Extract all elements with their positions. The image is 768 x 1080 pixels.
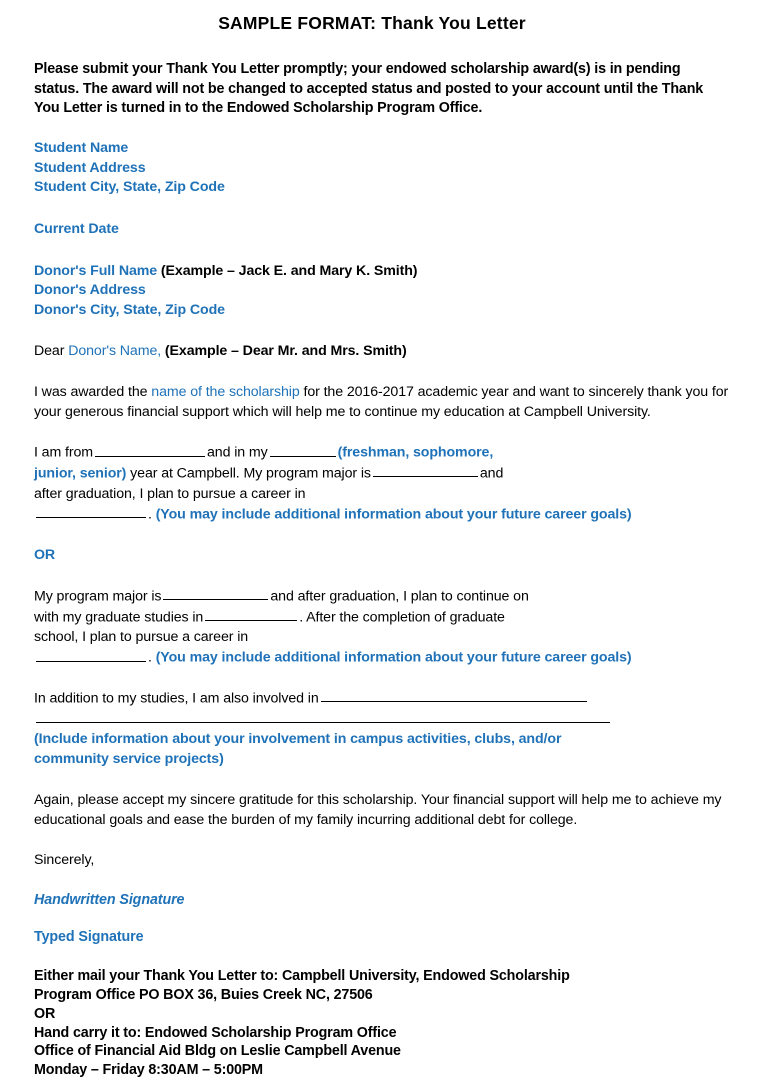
intro-paragraph: Please submit your Thank You Letter promptly; your endowed scholarship award(s) is in pending status. The award will not be changed to accepted status and posted to your account until the Thank You Letter is turned in to the Endowed Scholarship Program Office. [34,61,704,117]
footer-line-3: OR [34,1005,56,1022]
handwritten-signature-placeholder: Handwritten Signature [34,892,185,909]
involvement-blank-1[interactable] [321,688,587,702]
graduate-l4-period: . [148,649,152,666]
graduate-studies-blank[interactable] [205,607,297,621]
graduate-line-4 [34,647,734,668]
student-address: Student Address [34,159,146,176]
undergrad-line-3: after graduation, I plan to pursue a career in [34,485,306,502]
involvement-line-1 [34,688,734,709]
graduate-line-3: school, I plan to pursue a career in [34,629,249,646]
footer-line-6: Monday – Friday 8:30AM – 5:00PM [34,1062,263,1079]
award-part2: for the 2016-2017 academic year and want to sincerely thank you for your generous financial support which will help me to continue my education at Campbell University. [34,383,729,421]
graduate-line-2 [34,607,734,628]
involvement-l1-text: In addition to my studies, I am also involved in [34,690,319,707]
donor-full-name-example: (Example – Jack E. and Mary K. Smith) [160,262,418,279]
donor-full-name-line [34,262,734,282]
involvement-note-line-1: (Include information about your involvement in campus activities, clubs, and/or [34,731,562,748]
graduate-major-blank[interactable] [163,586,268,600]
typed-signature-placeholder: Typed Signature [34,929,144,946]
involvement-line-2 [34,709,734,730]
or-divider [34,546,734,566]
scholarship-name-placeholder: name of the scholarship [151,383,300,400]
salutation-example: (Example – Dear Mr. and Mrs. Smith) [164,343,407,360]
graduate-paragraph [34,586,734,668]
footer-line-1: Either mail your Thank You Letter to: Campbell University, Endowed Scholarship [34,968,570,985]
student-address-block [34,139,734,198]
undergrad-line-1 [34,442,734,463]
or-label: OR [34,547,56,564]
salutation-donor-name: Donor's Name, [68,343,162,360]
undergrad-l1-part2: and in my [207,444,268,461]
donor-city-state-zip: Donor's City, State, Zip Code [34,301,225,318]
current-date: Current Date [34,220,119,237]
footer-line-5: Office of Financial Aid Bldg on Leslie Campbell Avenue [34,1043,401,1060]
graduate-career-note: (You may include additional information about your future career goals) [155,649,632,666]
closing-paragraph: Again, please accept my sincere gratitude for this scholarship. Your financial support will help me to achieve my educational goals and ease the burden of my family incurring additional debt for college. [34,791,722,828]
undergrad-l2-blue: junior, senior) [34,465,127,482]
graduate-career-blank[interactable] [36,647,146,661]
salutation-dear: Dear [34,343,65,360]
student-city-state-zip: Student City, State, Zip Code [34,179,225,196]
student-name: Student Name [34,140,129,157]
date-block [34,220,734,240]
undergrad-paragraph [34,442,734,524]
submission-instructions [34,967,734,1080]
sincerely-line: Sincerely, [34,851,95,868]
undergrad-line-2 [34,463,734,484]
hometown-blank[interactable] [95,442,205,456]
involvement-paragraph [34,688,734,770]
involvement-blank-2[interactable] [36,709,610,723]
award-part1: I was awarded the [34,383,148,400]
donor-full-name: Donor's Full Name [34,262,158,279]
graduate-line-1 [34,586,734,607]
class-year-blank[interactable] [270,442,336,456]
salutation-line [34,342,734,362]
involvement-note-line-2: community service projects) [34,751,224,768]
graduate-l1-part1: My program major is [34,588,162,605]
undergrad-l1-blue: (freshman, sophomore, [337,444,494,461]
undergrad-line-4 [34,504,734,525]
undergrad-career-note: (You may include additional information about your future career goals) [155,506,632,523]
donor-address-block [34,262,734,321]
graduate-l2-part2: . After the completion of graduate [299,609,505,626]
page-title: SAMPLE FORMAT: Thank You Letter [218,13,526,33]
award-paragraph [34,382,734,422]
undergrad-l2-part2: and [479,465,504,482]
graduate-l1-part2: and after graduation, I plan to continue on [270,588,529,605]
donor-address: Donor's Address [34,282,146,299]
graduate-l2-part1: with my graduate studies in [34,609,204,626]
undergrad-l4-period: . [148,506,152,523]
undergrad-l2-part1: year at Campbell. My program major is [130,465,371,482]
footer-line-4: Hand carry it to: Endowed Scholarship Program Office [34,1024,397,1041]
major-blank[interactable] [373,463,478,477]
undergrad-l1-part1: I am from [34,444,94,461]
career-blank[interactable] [36,504,146,518]
footer-line-2: Program Office PO BOX 36, Buies Creek NC, 27506 [34,986,373,1003]
